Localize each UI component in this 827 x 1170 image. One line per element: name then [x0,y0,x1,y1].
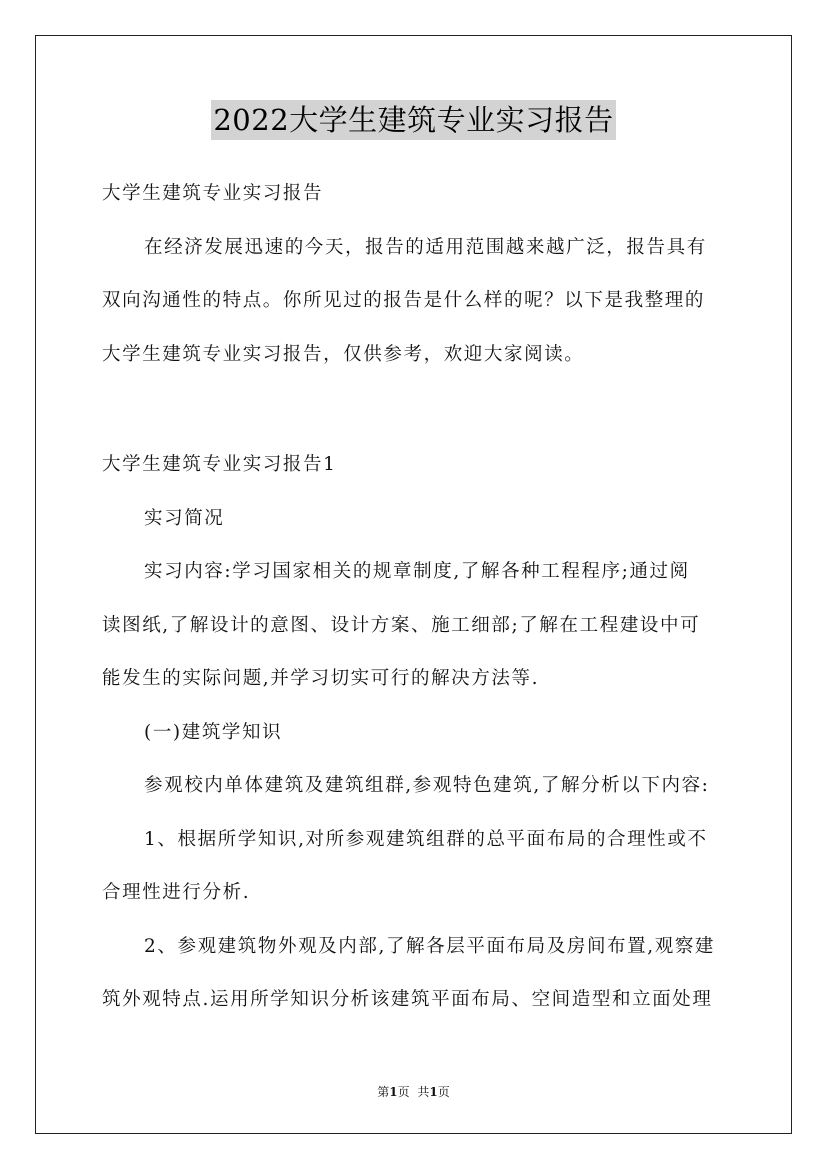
total-suffix: 页 [437,1085,450,1099]
subsection-heading: (一)建筑学知识 [144,721,283,743]
paragraph-line: 合理性进行分析. [102,882,251,903]
page-number: 1 [389,1085,398,1099]
page-footer [0,1083,827,1100]
subsection-heading: 实习简况 [144,507,225,529]
paragraph-line: 大学生建筑专业实习报告，仅供参考，欢迎大家阅读。 [102,343,585,365]
paragraph-line: 筑外观特点.运用所学知识分析该建筑平面布局、空间造型和立面处理 [102,989,713,1010]
section-heading: 大学生建筑专业实习报告 [102,183,324,204]
title-container [0,100,827,140]
document-title: 2022大学生建筑专业实习报告 [211,100,615,140]
total-pages: 1 [429,1085,438,1099]
paragraph-line: 2、参观建筑物外观及内部,了解各层平面布局及房间布置,观察建 [144,935,716,957]
paragraph-line: 在经济发展迅速的今天，报告的适用范围越来越广泛，报告具有 [144,236,707,258]
page-prefix: 第 [377,1085,390,1099]
page-suffix: 页 [397,1085,410,1099]
paragraph-line: 能发生的实际问题,并学习切实可行的解决方法等. [102,668,540,689]
paragraph-line: 1、根据所学知识,对所参观建筑组群的总平面布局的合理性或不 [144,828,708,850]
body-block-intro [102,180,742,394]
paragraph-line: 读图纸,了解设计的意图、设计方案、施工细部;了解在工程建设中可 [102,614,701,636]
paragraph-line: 参观校内单体建筑及建筑组群,参观特色建筑,了解分析以下内容: [144,775,710,796]
section-heading: 大学生建筑专业实习报告1 [102,454,337,475]
total-prefix: 共 [417,1085,430,1099]
body-block-report-1 [102,451,742,1040]
paragraph-line: 双向沟通性的特点。你所见过的报告是什么样的呢？以下是我整理的 [102,290,706,311]
paragraph-line: 实习内容:学习国家相关的规章制度,了解各种工程程序;通过阅 [144,561,690,582]
